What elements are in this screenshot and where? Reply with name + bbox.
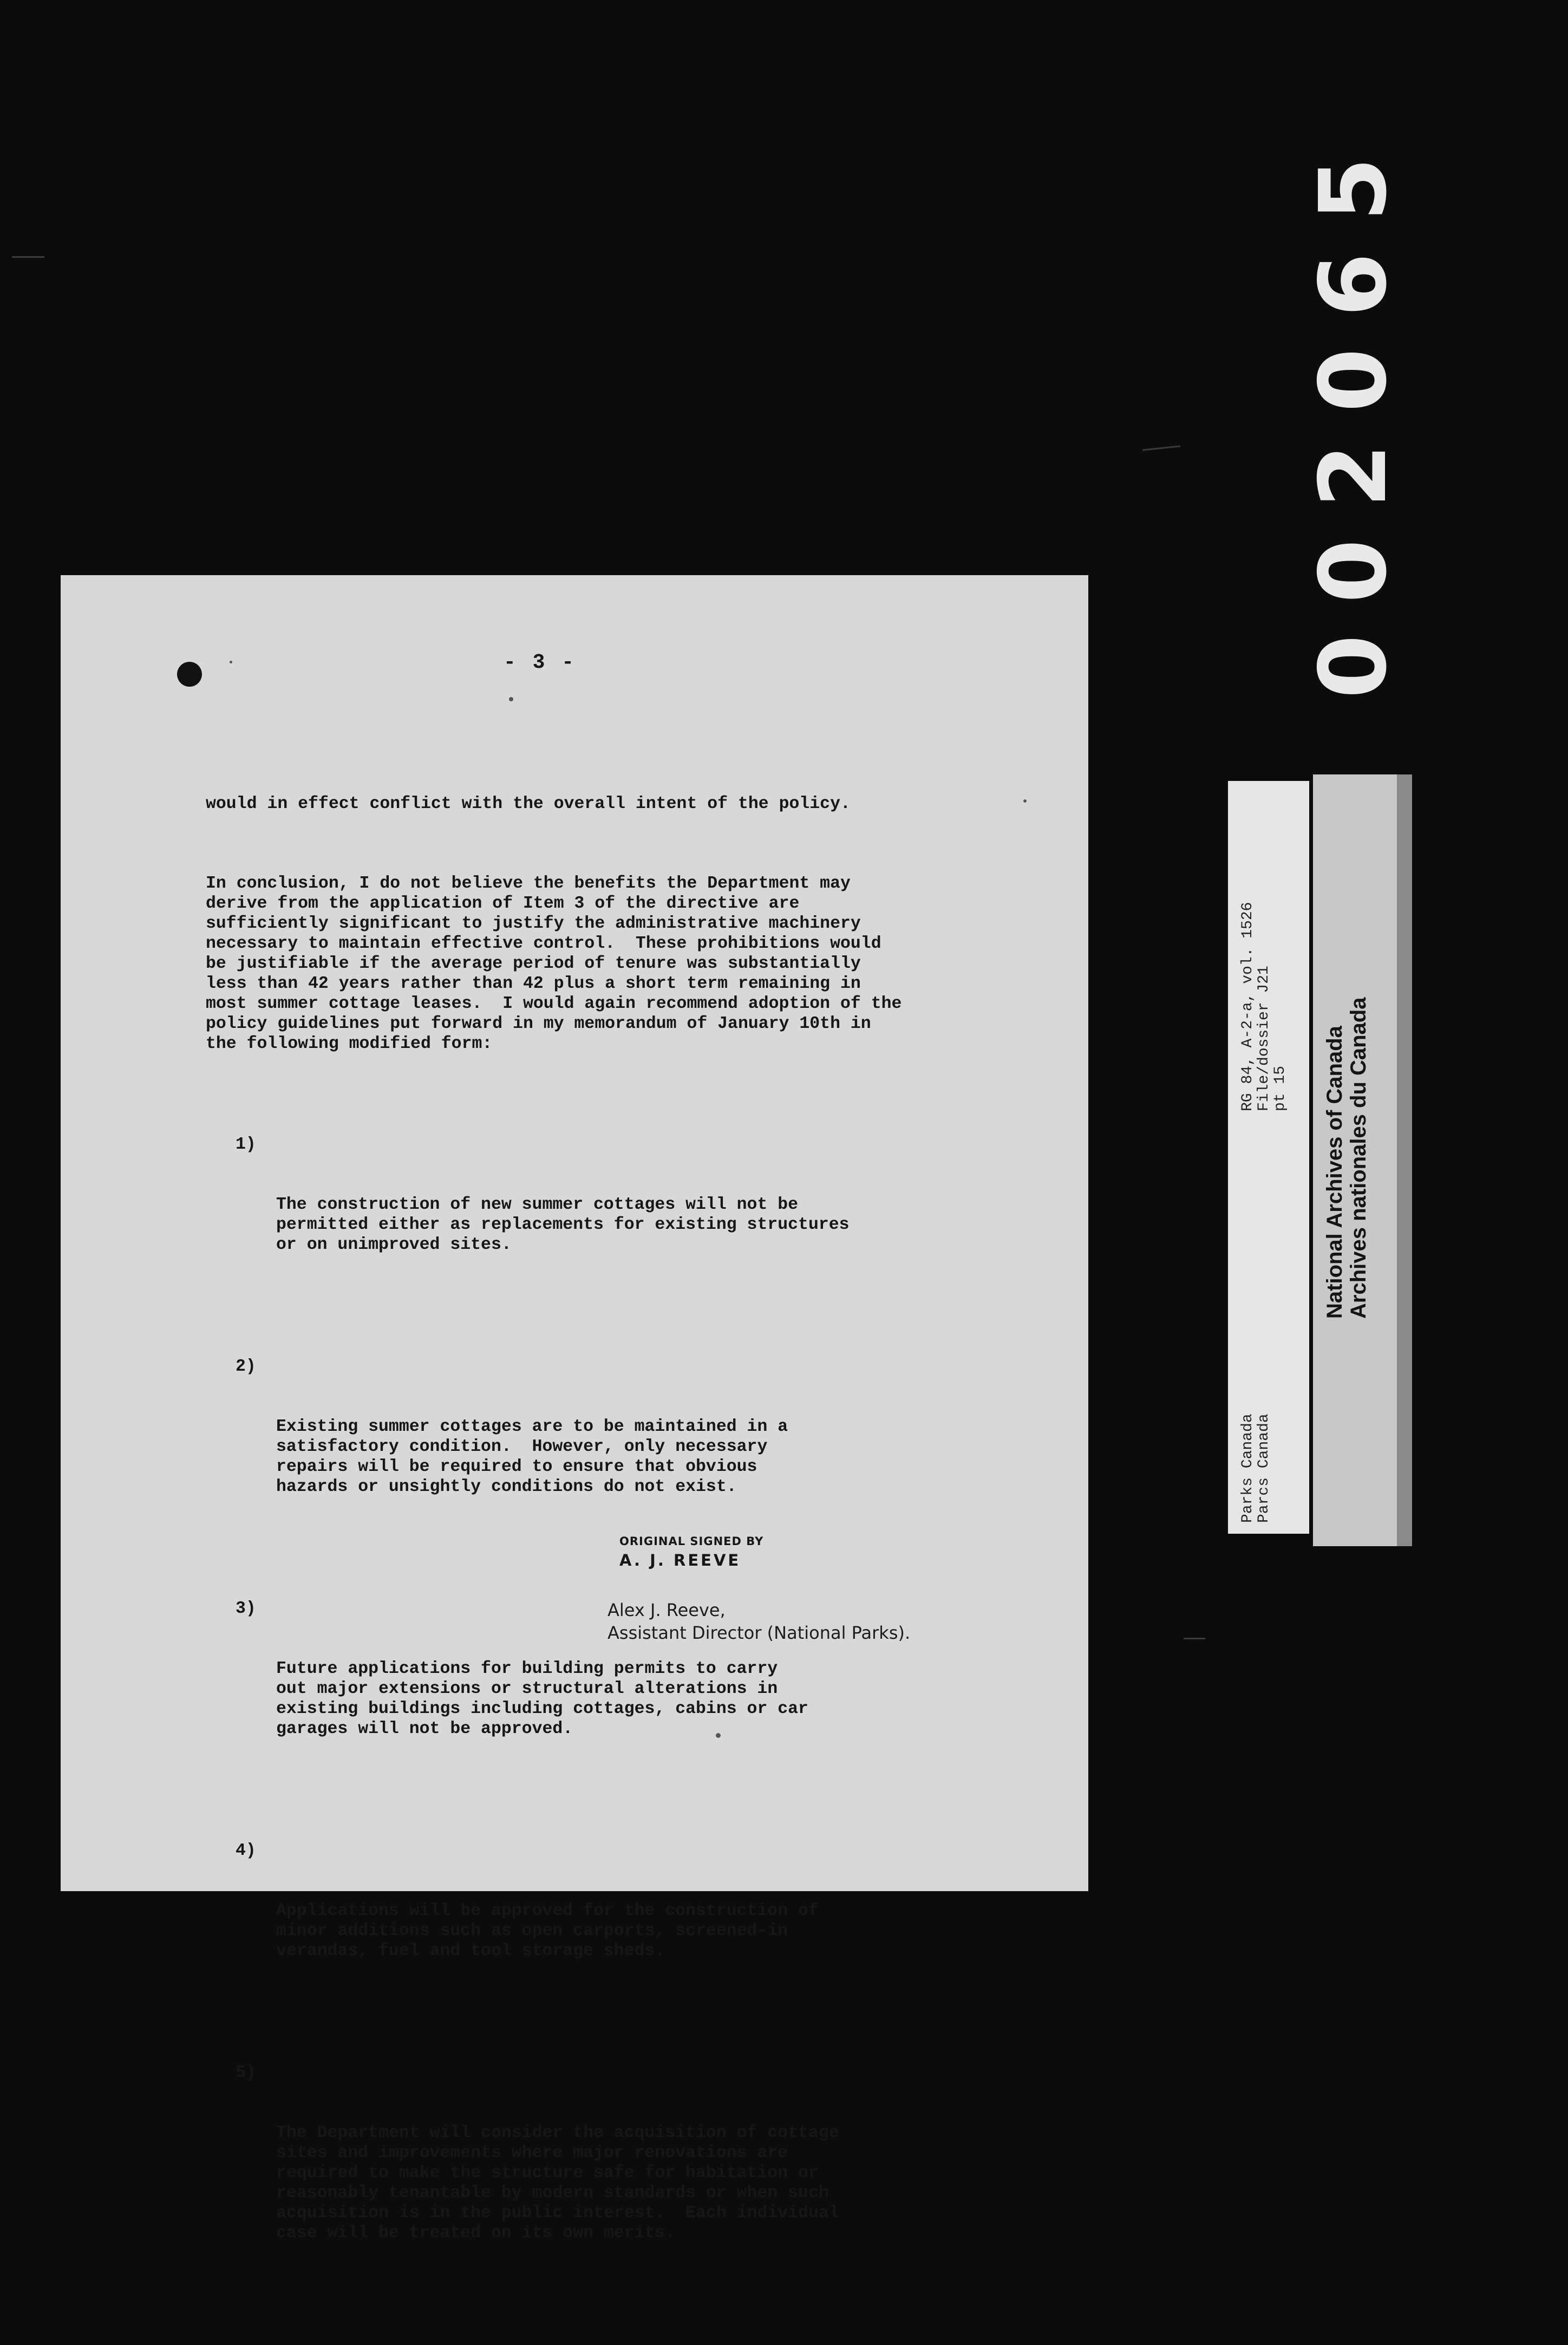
list-number: 1) bbox=[236, 1135, 256, 1154]
document-page bbox=[61, 575, 1088, 2243]
signature-name: Alex J. Reeve, bbox=[607, 1600, 726, 1620]
film-scratch bbox=[1142, 445, 1180, 451]
agency-name: Parks Canada Parcs Canada bbox=[1239, 1413, 1272, 1523]
paragraph-conclusion: In conclusion, I do not believe the benefits the Department may derive from the application of Item 3 of the directive are sufficiently significant to justify the administrative machinery necessary to maintain effective control. These prohibitions would be justifiable if the average period of tenure was substantially less than 42 years rather than 42 plus a short term remaining in most summer cottage leases. I would again recommend adoption of the policy guidelines put forward in my memorandum of January 10th in the following modified form: bbox=[206, 874, 902, 1053]
archives-name-en: National Archives of Canada bbox=[1323, 1026, 1347, 1319]
list-item bbox=[206, 2063, 964, 2283]
list-text: Future applications for building permits to carry out major extensions or structural alterations in existing buildings including cottages, cabins or car garages will not be approved. bbox=[276, 1659, 808, 1738]
dust-speck bbox=[509, 697, 513, 701]
list-number: 3) bbox=[236, 1599, 256, 1618]
film-scratch bbox=[12, 256, 44, 258]
list-item bbox=[206, 1841, 964, 2001]
punch-hole bbox=[177, 662, 202, 687]
signed-stamp bbox=[619, 1535, 764, 1569]
signature-title: Assistant Director (National Parks). bbox=[607, 1623, 911, 1643]
paragraph-continued: would in effect conflict with the overall intent of the policy. bbox=[206, 794, 851, 813]
label-edge bbox=[1397, 774, 1412, 1546]
archival-reference: RG 84, A-2-a, vol. 1526 File/dossier J21 pt 15 bbox=[1239, 902, 1289, 1111]
list-number: 2) bbox=[236, 1357, 256, 1376]
archives-name bbox=[1323, 997, 1370, 1319]
reference-label bbox=[1228, 781, 1309, 1534]
list-number: 4) bbox=[236, 1841, 256, 1860]
stamp-line-signer: A. J. REEVE bbox=[619, 1551, 741, 1569]
letter-body bbox=[206, 754, 964, 2345]
list-text: Applications will be approved for the construction of minor additions such as open carports, screened-in verandas, fuel and tool storage sheds. bbox=[276, 1901, 819, 1960]
list-text: The construction of new summer cottages will not be permitted either as replacements for existing structures or on unimproved sites. bbox=[276, 1195, 850, 1254]
list-number: 5) bbox=[236, 2063, 256, 2082]
list-item bbox=[206, 1357, 964, 1537]
list-item bbox=[206, 1135, 964, 1295]
archives-name-fr: Archives nationales du Canada bbox=[1347, 997, 1370, 1319]
archives-label bbox=[1313, 774, 1412, 1546]
page-number: - 3 - bbox=[504, 651, 577, 674]
signature-block bbox=[607, 1599, 910, 1644]
frame-number bbox=[1272, 125, 1435, 720]
list-text: The Department will consider the acquisition of cottage sites and improvements where major renovations are required to make the structure safe for habitation or reasonably tenantable by modern standards or when such acquisition is in the public interest. Each individual case will be treated on its own merits. bbox=[276, 2123, 839, 2243]
dust-speck bbox=[230, 661, 232, 663]
list-text: Existing summer cottages are to be maintained in a satisfactory condition. However, only necessary repairs will be required to ensure that obvious hazards or unsightly conditions do not exist. bbox=[276, 1417, 788, 1496]
frame-number-text: 002065 bbox=[1300, 126, 1407, 699]
film-scratch bbox=[1184, 1638, 1205, 1639]
stamp-line-original-signed: ORIGINAL SIGNED BY bbox=[619, 1535, 764, 1548]
dust-speck bbox=[1023, 799, 1027, 803]
